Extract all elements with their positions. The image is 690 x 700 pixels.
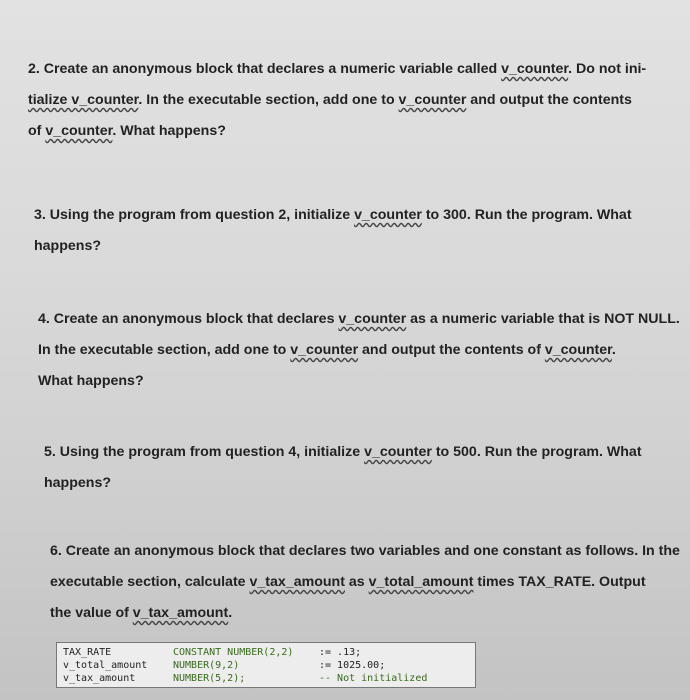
code-declarations-box (56, 642, 476, 688)
code-var-assign: -- Not initialized (319, 673, 428, 684)
question-5-line-2: happens? (44, 475, 112, 491)
variable-ref: v_counter (338, 311, 407, 327)
question-3 (34, 200, 632, 262)
question-2-line-1: 2. Create an anonymous block that declares a numeric variable called v_counter. Do not ini- (28, 61, 647, 77)
code-row (63, 646, 469, 659)
variable-ref: v_tax_amount (249, 574, 345, 590)
code-var-type: NUMBER(9,2) (173, 660, 240, 671)
variable-ref: v_counter (354, 207, 422, 223)
variable-ref: v_counter (501, 61, 569, 77)
question-4-line-3: What happens? (38, 373, 144, 389)
question-6-line-2: executable section, calculate v_tax_amount as v_total_amount times TAX_RATE. Output (50, 574, 646, 590)
question-6-line-1: 6. Create an anonymous block that declares two variables and one constant as follows. In the (50, 543, 680, 559)
question-6 (50, 536, 680, 629)
code-var-type: CONSTANT NUMBER(2,2) (173, 647, 294, 658)
code-row (63, 672, 469, 685)
code-row (63, 659, 469, 672)
code-var-type: NUMBER(5,2); (173, 673, 246, 684)
question-3-line-2: happens? (34, 238, 102, 254)
question-4-line-1: 4. Create an anonymous block that declares v_counter as a numeric variable that is NOT NULL. (38, 311, 680, 327)
question-2-line-2: tialize v_counter. In the executable section, add one to v_counter and output the contents (28, 92, 632, 108)
variable-ref: v_counter (45, 123, 113, 139)
question-4-line-2: In the executable section, add one to v_counter and output the contents of v_counter. (38, 342, 616, 358)
code-var-assign: := 1025.00; (319, 660, 386, 671)
question-2-line-3: of v_counter. What happens? (28, 123, 226, 139)
code-var-name: v_tax_amount (63, 673, 136, 684)
variable-ref: v_counter (398, 92, 467, 108)
variable-ref: v_counter (364, 444, 432, 460)
code-var-name: TAX_RATE (63, 647, 112, 658)
variable-ref: tialize v_counter (28, 92, 139, 108)
variable-ref: v_tax_amount (132, 605, 229, 621)
code-var-name: v_total_amount (63, 660, 148, 671)
variable-ref: v_counter (290, 342, 359, 358)
question-5-line-1: 5. Using the program from question 4, initialize v_counter to 500. Run the program. What (44, 444, 642, 460)
variable-ref: v_total_amount (368, 574, 474, 590)
question-2 (28, 54, 646, 147)
question-6-line-3: the value of v_tax_amount. (50, 605, 233, 621)
variable-ref: v_counter (544, 342, 612, 358)
code-var-assign: := .13; (319, 647, 362, 658)
question-5 (44, 437, 642, 499)
question-3-line-1: 3. Using the program from question 2, initialize v_counter to 300. Run the program. What (34, 207, 632, 223)
question-4 (38, 304, 680, 397)
